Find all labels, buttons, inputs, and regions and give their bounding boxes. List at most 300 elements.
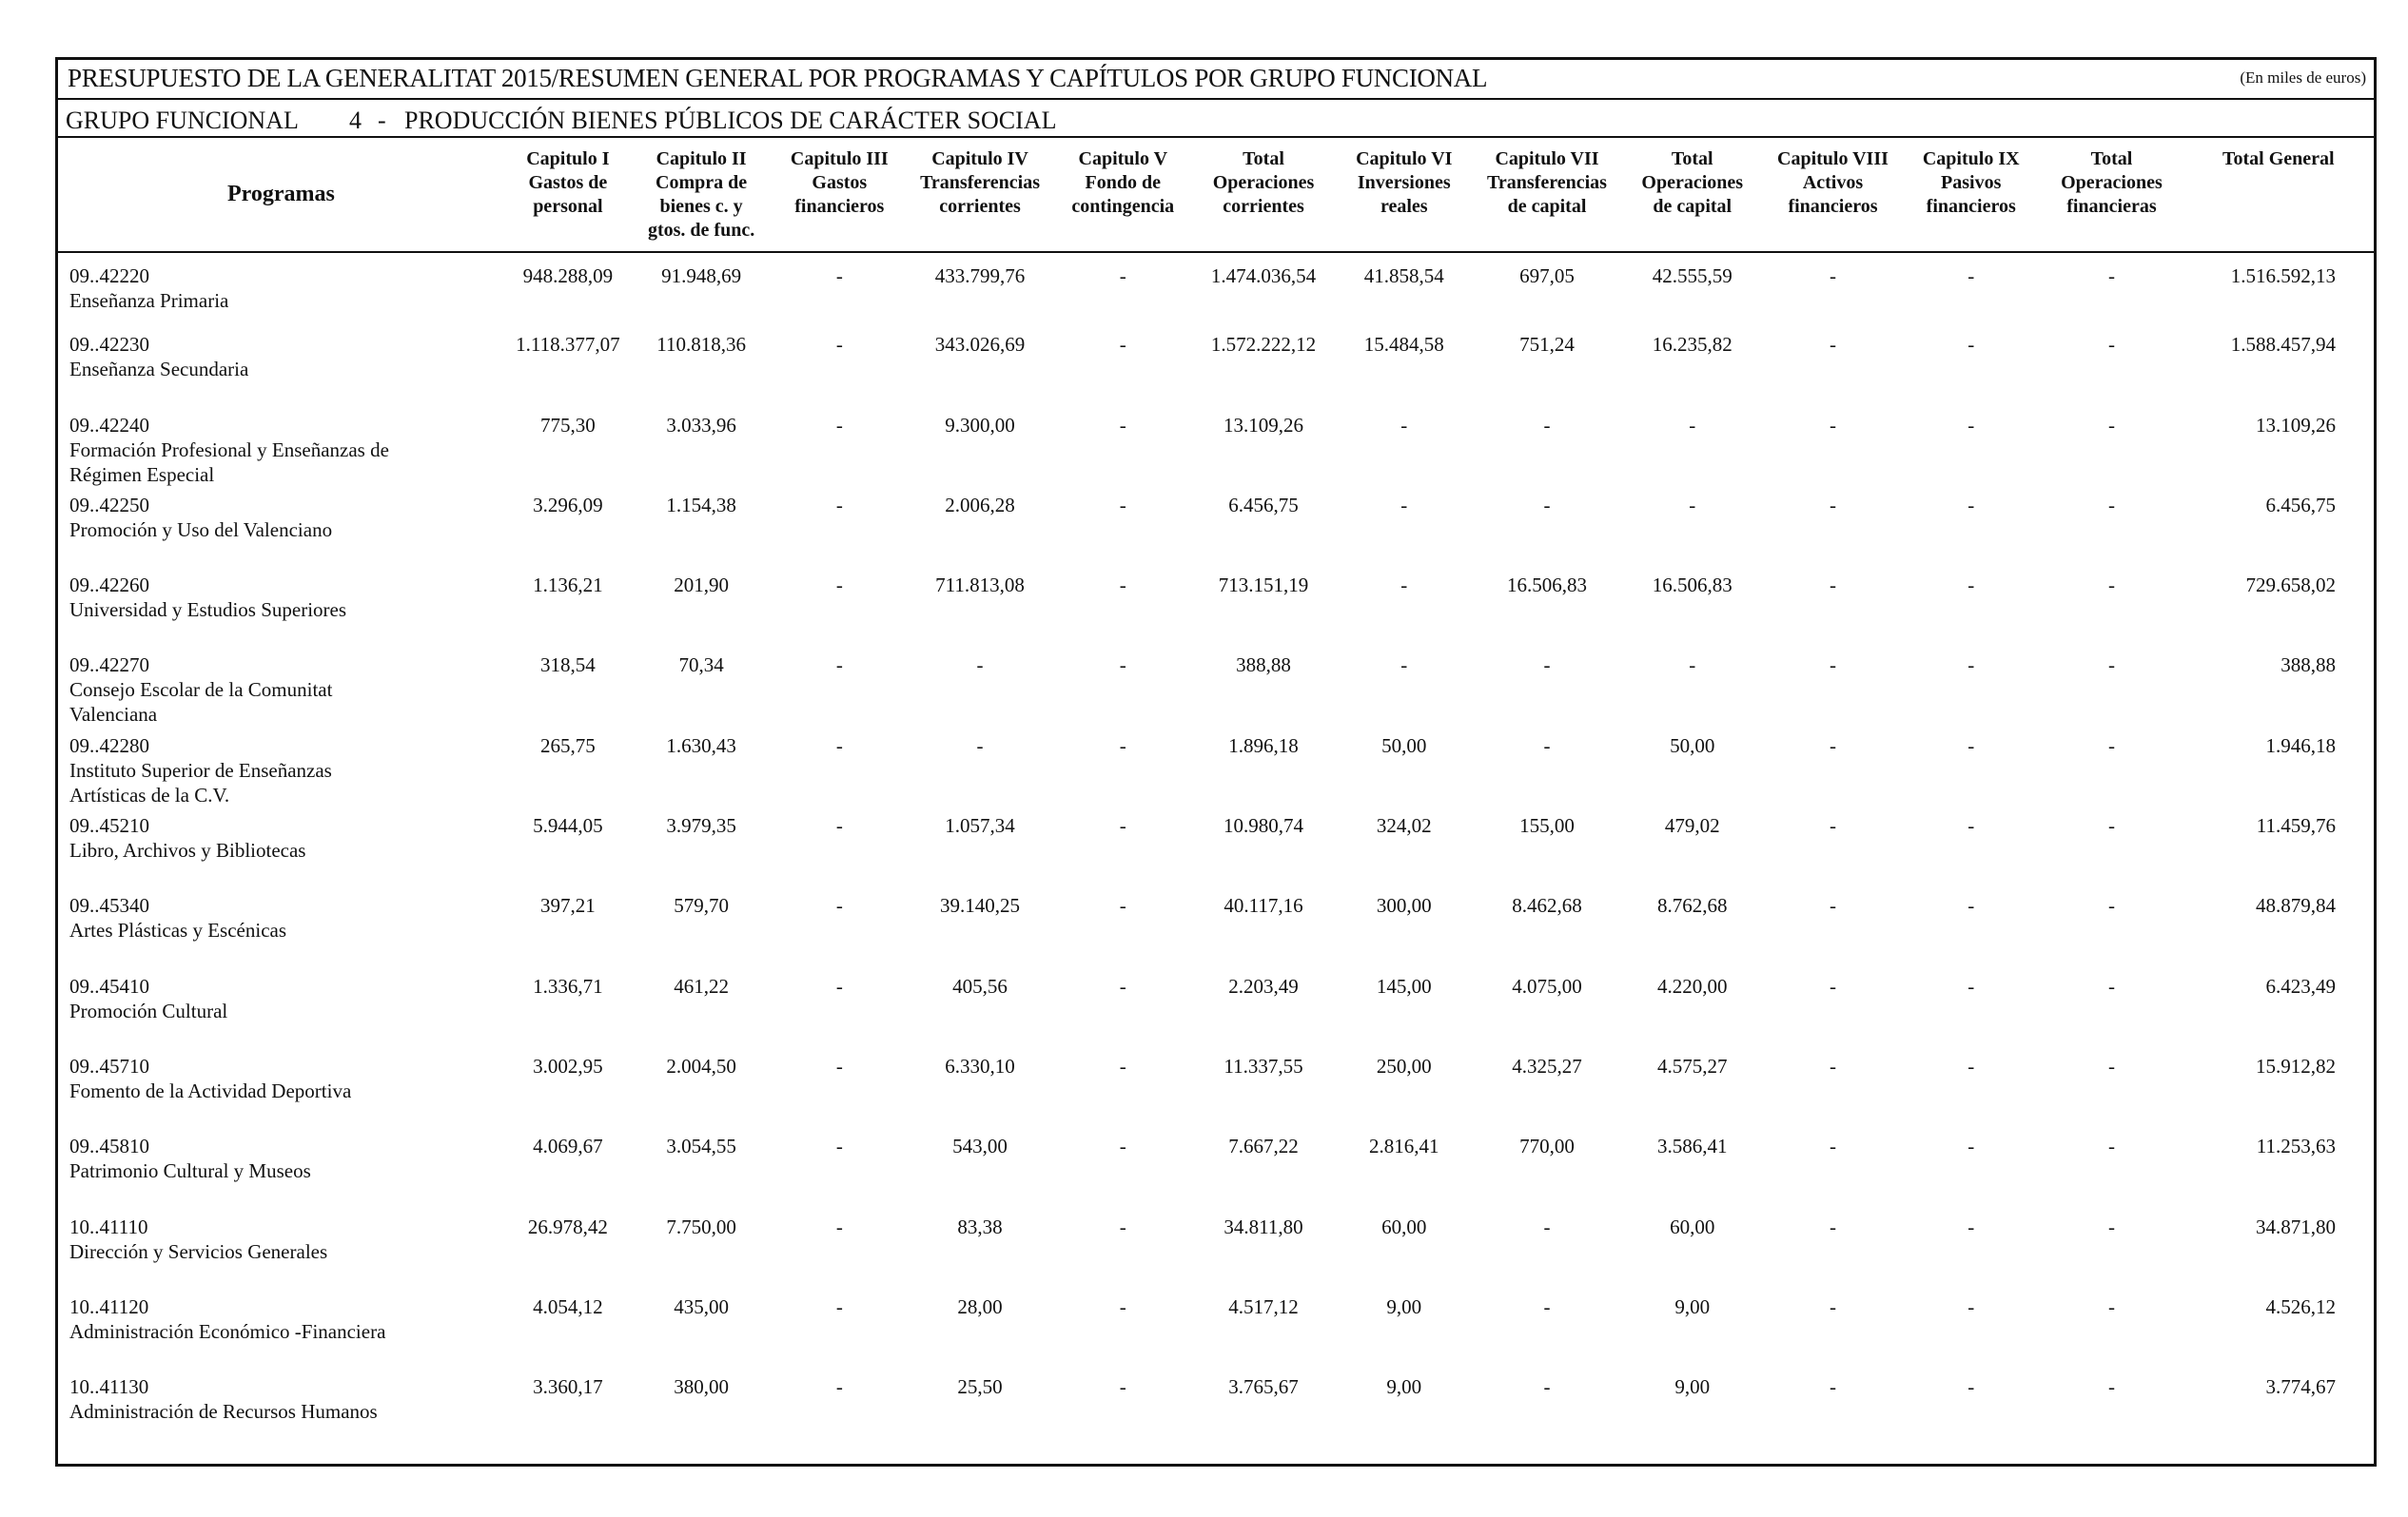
value-cell-cap4: -: [976, 653, 984, 677]
value-cell-cap7: 4.325,27: [1512, 1054, 1582, 1078]
value-cell-cap1: 26.978,42: [527, 1215, 608, 1238]
column-header-programas: [58, 138, 506, 252]
program-cell: [58, 252, 506, 332]
column-header-line: personal: [533, 196, 603, 217]
value-cell-cap1: 775,30: [539, 413, 596, 437]
program-name: Dirección y Servicios Generales: [69, 1239, 328, 1263]
value-cell-cap3: -: [835, 333, 843, 357]
value-cell-cap1: 1.336,71: [533, 974, 603, 998]
value-cell-cap8: -: [1829, 974, 1836, 998]
value-cell-cap3: -: [835, 493, 843, 516]
value-cell-total_fin: -: [2107, 733, 2115, 757]
column-header-line: Operaciones: [1212, 172, 1315, 193]
column-header-line: Total: [2090, 148, 2133, 169]
column-header-line: financieros: [794, 196, 885, 217]
program-code: 09..42250: [69, 493, 149, 516]
value-cell-cap7: 751,24: [1519, 333, 1575, 357]
table-row: [58, 813, 2374, 893]
value-cell-total_general: 1.946,18: [2265, 733, 2336, 757]
program-name: Enseñanza Secundaria: [69, 358, 249, 381]
value-cell-cap5: -: [1119, 1294, 1126, 1318]
value-cell-cap3: -: [835, 894, 843, 918]
program-name: Formación Profesional y Enseñanzas de Régimen Especial: [69, 438, 389, 486]
value-cell-total_corr: 713.151,19: [1218, 574, 1309, 597]
value-cell-cap8: -: [1829, 814, 1836, 838]
program-cell: [58, 493, 506, 573]
value-cell-total_fin: -: [2107, 333, 2115, 357]
value-cell-cap4: 2.006,28: [945, 493, 1015, 516]
program-code: 09..42220: [69, 264, 149, 287]
column-header-line: financieras: [2066, 196, 2157, 217]
value-cell-cap1: 5.944,05: [533, 814, 603, 838]
column-header-total_corr: [1192, 138, 1335, 252]
value-cell-cap1: 3.296,09: [533, 493, 603, 516]
value-cell-total_corr: 1.896,18: [1228, 733, 1299, 757]
table-row: [58, 1374, 2374, 1454]
column-header-line: Operaciones: [2061, 172, 2163, 193]
program-code: 09..45810: [69, 1135, 149, 1158]
value-cell-cap2: 3.054,55: [666, 1135, 736, 1158]
column-header-line: Operaciones: [1641, 172, 1744, 193]
value-cell-cap3: -: [835, 974, 843, 998]
value-cell-cap1: 4.054,12: [533, 1294, 603, 1318]
budget-table: [58, 138, 2374, 1454]
value-cell-total_fin: -: [2107, 1375, 2115, 1399]
column-header-line: Gastos de: [528, 172, 608, 193]
value-cell-total_cap: 4.575,27: [1656, 1054, 1728, 1078]
value-cell-cap7: 697,05: [1519, 264, 1575, 287]
column-header-cap7: [1473, 138, 1620, 252]
value-cell-total_general: 34.871,80: [2256, 1215, 2336, 1238]
column-header-cap3: [773, 138, 906, 252]
value-cell-cap3: -: [835, 1294, 843, 1318]
value-cell-cap8: -: [1829, 264, 1836, 287]
program-name: Patrimonio Cultural y Museos: [69, 1159, 311, 1183]
value-cell-cap1: 1.136,21: [533, 574, 603, 597]
value-cell-cap8: -: [1829, 1294, 1836, 1318]
column-header-total_cap: [1621, 138, 1764, 252]
value-cell-total_cap: 9,00: [1674, 1375, 1711, 1399]
value-cell-cap4: 405,56: [952, 974, 1008, 998]
table-row: [58, 413, 2374, 493]
value-cell-cap2: 7.750,00: [666, 1215, 736, 1238]
functional-group-bar: [58, 100, 2374, 138]
table-row: [58, 1215, 2374, 1294]
value-cell-cap5: -: [1119, 574, 1126, 597]
column-header-line: corrientes: [1223, 196, 1304, 217]
value-cell-total_fin: -: [2107, 1294, 2115, 1318]
value-cell-total_general: 48.879,84: [2256, 894, 2336, 918]
value-cell-cap8: -: [1829, 1054, 1836, 1078]
program-code: 09..45710: [69, 1054, 149, 1078]
program-name: Universidad y Estudios Superiores: [69, 598, 347, 622]
program-name: Promoción y Uso del Valenciano: [69, 517, 333, 541]
column-header-line: financieros: [1788, 196, 1878, 217]
value-cell-cap4: 9.300,00: [945, 413, 1015, 437]
value-cell-cap8: -: [1829, 333, 1836, 357]
value-cell-total_cap: 3.586,41: [1656, 1135, 1728, 1158]
column-header-line: Transferencias: [920, 172, 1040, 193]
value-cell-cap9: -: [1968, 1375, 1975, 1399]
value-cell-total_general: 11.253,63: [2256, 1135, 2336, 1158]
value-cell-total_corr: 1.572.222,12: [1210, 333, 1317, 357]
value-cell-total_corr: 1.474.036,54: [1210, 264, 1317, 287]
value-cell-cap7: -: [1543, 653, 1551, 677]
value-cell-cap8: -: [1829, 1135, 1836, 1158]
value-cell-cap4: 25,50: [957, 1375, 1003, 1399]
program-name: Administración Económico -Financiera: [69, 1319, 386, 1343]
value-cell-cap1: 3.360,17: [533, 1375, 603, 1399]
column-header-cap5: [1054, 138, 1192, 252]
column-header-line: Capitulo IX: [1922, 148, 2020, 169]
program-name: Fomento de la Actividad Deportiva: [69, 1079, 352, 1102]
value-cell-cap4: 433.799,76: [934, 264, 1026, 287]
column-header-line: Fondo de: [1085, 172, 1162, 193]
value-cell-cap9: -: [1968, 814, 1975, 838]
value-cell-cap2: 91.948,69: [661, 264, 742, 287]
value-cell-total_general: 15.912,82: [2256, 1054, 2336, 1078]
value-cell-total_general: 729.658,02: [2245, 574, 2336, 597]
group-separator: -: [378, 107, 386, 134]
value-cell-cap3: -: [835, 264, 843, 287]
value-cell-cap9: -: [1968, 493, 1975, 516]
value-cell-cap1: 318,54: [539, 653, 596, 677]
value-cell-cap8: -: [1829, 1375, 1836, 1399]
value-cell-cap7: 16.506,83: [1507, 574, 1587, 597]
column-header-line: Capitulo VI: [1356, 148, 1453, 169]
value-cell-cap6: 250,00: [1376, 1054, 1432, 1078]
value-cell-total_cap: 50,00: [1670, 733, 1715, 757]
value-cell-cap9: -: [1968, 333, 1975, 357]
table-header-row: [58, 138, 2374, 252]
table-row: [58, 974, 2374, 1054]
value-cell-total_corr: 3.765,67: [1228, 1375, 1299, 1399]
value-cell-total_corr: 40.117,16: [1224, 894, 1303, 918]
program-code: 10..41130: [69, 1375, 149, 1399]
column-header-line: Inversiones: [1357, 172, 1451, 193]
value-cell-cap7: -: [1543, 733, 1551, 757]
value-cell-cap2: 380,00: [674, 1375, 729, 1399]
value-cell-cap9: -: [1968, 653, 1975, 677]
column-header-line: Pasivos: [1941, 172, 2002, 193]
value-cell-total_cap: 9,00: [1674, 1294, 1711, 1318]
value-cell-cap7: -: [1543, 1215, 1551, 1238]
value-cell-cap7: 155,00: [1519, 814, 1575, 838]
value-cell-cap1: 397,21: [539, 894, 596, 918]
value-cell-cap5: -: [1119, 264, 1126, 287]
value-cell-total_cap: 60,00: [1670, 1215, 1715, 1238]
value-cell-cap2: 3.979,35: [666, 814, 736, 838]
value-cell-cap5: -: [1119, 894, 1126, 918]
value-cell-cap6: 15.484,58: [1363, 333, 1444, 357]
table-row: [58, 1294, 2374, 1374]
value-cell-cap4: -: [976, 733, 984, 757]
value-cell-total_fin: -: [2107, 814, 2115, 838]
value-cell-cap6: -: [1400, 493, 1408, 516]
value-cell-cap3: -: [835, 733, 843, 757]
value-cell-total_cap: 42.555,59: [1652, 264, 1733, 287]
value-cell-cap2: 1.630,43: [666, 733, 736, 757]
column-header-total_fin: [2040, 138, 2183, 252]
value-cell-cap6: 2.816,41: [1369, 1135, 1439, 1158]
document-title: PRESUPUESTO DE LA GENERALITAT 2015/RESUMEN GENERAL POR PROGRAMAS Y CAPÍTULOS POR GRUPO FUNCIONAL: [68, 64, 1488, 92]
column-header-line: Capitulo I: [526, 148, 610, 169]
value-cell-cap2: 2.004,50: [666, 1054, 736, 1078]
value-cell-cap4: 343.026,69: [934, 333, 1026, 357]
value-cell-cap5: -: [1119, 814, 1126, 838]
program-name: Enseñanza Primaria: [69, 289, 229, 312]
column-header-line: de capital: [1507, 196, 1587, 217]
budget-document: [55, 57, 2377, 1467]
value-cell-cap6: 9,00: [1386, 1375, 1422, 1399]
program-code: 09..42260: [69, 574, 149, 597]
value-cell-cap5: -: [1119, 733, 1126, 757]
program-name: Administración de Recursos Humanos: [69, 1400, 378, 1424]
program-code: 09..45340: [69, 894, 149, 918]
value-cell-total_cap: 16.506,83: [1652, 574, 1733, 597]
value-cell-cap6: 145,00: [1376, 974, 1432, 998]
value-cell-cap9: -: [1968, 413, 1975, 437]
value-cell-total_corr: 34.811,80: [1224, 1215, 1303, 1238]
value-cell-cap9: -: [1968, 733, 1975, 757]
program-cell: [58, 1294, 506, 1374]
program-cell: [58, 1215, 506, 1294]
column-header-cap4: [906, 138, 1053, 252]
value-cell-total_general: 4.526,12: [2265, 1294, 2336, 1318]
column-header-line: Capitulo II: [656, 148, 747, 169]
value-cell-cap5: -: [1119, 1215, 1126, 1238]
column-header-line: financieros: [1926, 196, 2016, 217]
program-name: Instituto Superior de Enseñanzas Artísticas de la C.V.: [69, 758, 332, 807]
title-bar: [58, 60, 2374, 100]
table-row: [58, 493, 2374, 573]
value-cell-cap5: -: [1119, 493, 1126, 516]
value-cell-cap8: -: [1829, 574, 1836, 597]
table-row: [58, 573, 2374, 652]
program-cell: [58, 1054, 506, 1134]
value-cell-cap1: 265,75: [539, 733, 596, 757]
units-note: (En miles de euros): [2240, 68, 2366, 87]
program-cell: [58, 733, 506, 813]
column-header-line: bienes c. y: [659, 196, 743, 217]
value-cell-cap5: -: [1119, 653, 1126, 677]
value-cell-total_fin: -: [2107, 574, 2115, 597]
group-name: PRODUCCIÓN BIENES PÚBLICOS DE CARÁCTER SOCIAL: [404, 107, 1057, 134]
value-cell-total_fin: -: [2107, 413, 2115, 437]
value-cell-cap5: -: [1119, 1054, 1126, 1078]
value-cell-cap7: -: [1543, 1294, 1551, 1318]
value-cell-total_cap: -: [1689, 493, 1696, 516]
value-cell-total_corr: 6.456,75: [1228, 493, 1299, 516]
value-cell-cap9: -: [1968, 1054, 1975, 1078]
value-cell-cap9: -: [1968, 1215, 1975, 1238]
column-header-line: Capitulo V: [1078, 148, 1168, 169]
value-cell-total_corr: 2.203,49: [1228, 974, 1299, 998]
program-name: Promoción Cultural: [69, 999, 228, 1022]
value-cell-cap3: -: [835, 1054, 843, 1078]
program-code: 09..45210: [69, 814, 149, 838]
value-cell-total_cap: 479,02: [1664, 814, 1720, 838]
program-cell: [58, 573, 506, 652]
value-cell-cap4: 39.140,25: [940, 894, 1021, 918]
table-row: [58, 1134, 2374, 1214]
program-code: 09..42270: [69, 653, 149, 677]
program-code: 10..41120: [69, 1294, 149, 1318]
value-cell-cap7: -: [1543, 1375, 1551, 1399]
program-cell: [58, 332, 506, 412]
value-cell-cap8: -: [1829, 1215, 1836, 1238]
value-cell-total_fin: -: [2107, 264, 2115, 287]
value-cell-cap4: 543,00: [952, 1135, 1008, 1158]
column-header-line: Total General: [2222, 148, 2335, 169]
value-cell-cap2: 3.033,96: [666, 413, 736, 437]
value-cell-cap6: 50,00: [1381, 733, 1427, 757]
group-number: 4: [349, 107, 362, 134]
column-header-line: Capitulo IV: [931, 148, 1028, 169]
value-cell-total_general: 6.423,49: [2265, 974, 2336, 998]
value-cell-cap9: -: [1968, 974, 1975, 998]
value-cell-cap1: 3.002,95: [533, 1054, 603, 1078]
program-code: 09..45410: [69, 974, 149, 998]
value-cell-total_corr: 388,88: [1236, 653, 1291, 677]
value-cell-cap5: -: [1119, 333, 1126, 357]
value-cell-cap6: 41.858,54: [1363, 264, 1444, 287]
value-cell-cap6: 324,02: [1376, 814, 1432, 838]
value-cell-cap3: -: [835, 1135, 843, 1158]
program-cell: [58, 1134, 506, 1214]
value-cell-cap3: -: [835, 653, 843, 677]
program-name: Consejo Escolar de la Comunitat Valenciana: [69, 678, 333, 727]
value-cell-cap2: 435,00: [674, 1294, 729, 1318]
value-cell-cap6: 9,00: [1386, 1294, 1422, 1318]
value-cell-total_corr: 11.337,55: [1224, 1054, 1303, 1078]
column-header-line: Capitulo VII: [1495, 148, 1599, 169]
column-header-line: gtos. de func.: [647, 220, 755, 241]
column-header-line: contingencia: [1071, 196, 1175, 217]
value-cell-cap9: -: [1968, 1294, 1975, 1318]
value-cell-total_cap: -: [1689, 653, 1696, 677]
value-cell-cap6: 300,00: [1376, 894, 1432, 918]
column-header-line: Total: [1671, 148, 1713, 169]
table-body: [58, 252, 2374, 1454]
value-cell-cap5: -: [1119, 413, 1126, 437]
table-row: [58, 733, 2374, 813]
value-cell-cap3: -: [835, 814, 843, 838]
value-cell-cap5: -: [1119, 974, 1126, 998]
value-cell-cap4: 83,38: [957, 1215, 1003, 1238]
column-header-cap6: [1335, 138, 1473, 252]
column-header-cap8: [1764, 138, 1902, 252]
value-cell-cap6: -: [1400, 574, 1408, 597]
value-cell-cap6: -: [1400, 653, 1408, 677]
value-cell-cap2: 1.154,38: [666, 493, 736, 516]
column-header-line: Total: [1243, 148, 1284, 169]
value-cell-total_corr: 13.109,26: [1224, 413, 1304, 437]
table-row: [58, 893, 2374, 973]
value-cell-cap6: 60,00: [1381, 1215, 1427, 1238]
value-cell-total_fin: -: [2107, 974, 2115, 998]
column-header-cap1: [506, 138, 630, 252]
program-cell: [58, 893, 506, 973]
column-header-line: Programas: [226, 182, 335, 206]
value-cell-cap7: -: [1543, 493, 1551, 516]
column-header-line: Capitulo III: [790, 148, 889, 169]
column-header-line: de capital: [1653, 196, 1733, 217]
value-cell-cap9: -: [1968, 1135, 1975, 1158]
value-cell-total_corr: 10.980,74: [1224, 814, 1304, 838]
program-cell: [58, 652, 506, 732]
value-cell-cap7: 8.462,68: [1512, 894, 1582, 918]
program-code: 09..42240: [69, 413, 149, 437]
value-cell-cap2: 579,70: [674, 894, 729, 918]
program-code: 10..41110: [69, 1215, 148, 1238]
value-cell-cap7: 4.075,00: [1512, 974, 1582, 998]
value-cell-cap3: -: [835, 1215, 843, 1238]
value-cell-total_fin: -: [2107, 1054, 2115, 1078]
column-header-line: Capitulo VIII: [1777, 148, 1889, 169]
value-cell-total_cap: 16.235,82: [1652, 333, 1733, 357]
value-cell-total_corr: 7.667,22: [1228, 1135, 1299, 1158]
value-cell-cap3: -: [835, 413, 843, 437]
program-code: 09..42280: [69, 733, 149, 757]
value-cell-cap5: -: [1119, 1135, 1126, 1158]
value-cell-total_fin: -: [2107, 894, 2115, 918]
value-cell-cap3: -: [835, 1375, 843, 1399]
value-cell-total_fin: -: [2107, 653, 2115, 677]
value-cell-total_general: 13.109,26: [2256, 413, 2336, 437]
value-cell-cap1: 4.069,67: [533, 1135, 603, 1158]
value-cell-cap1: 1.118.377,07: [516, 333, 620, 357]
value-cell-cap9: -: [1968, 894, 1975, 918]
value-cell-total_general: 1.516.592,13: [2230, 264, 2336, 287]
table-row: [58, 332, 2374, 412]
table-row: [58, 652, 2374, 732]
value-cell-cap5: -: [1119, 1375, 1126, 1399]
value-cell-cap8: -: [1829, 894, 1836, 918]
value-cell-cap2: 461,22: [674, 974, 729, 998]
value-cell-cap8: -: [1829, 733, 1836, 757]
value-cell-cap2: 201,90: [674, 574, 729, 597]
group-label: GRUPO FUNCIONAL: [66, 107, 299, 134]
value-cell-cap7: -: [1543, 413, 1551, 437]
value-cell-total_fin: -: [2107, 1215, 2115, 1238]
table-row: [58, 252, 2374, 332]
column-header-cap9: [1902, 138, 2040, 252]
value-cell-total_general: 6.456,75: [2265, 493, 2336, 516]
value-cell-cap9: -: [1968, 264, 1975, 287]
program-code: 09..42230: [69, 333, 149, 357]
value-cell-total_general: 1.588.457,94: [2230, 333, 2336, 357]
program-cell: [58, 1374, 506, 1454]
value-cell-total_general: 388,88: [2281, 653, 2336, 677]
value-cell-cap4: 711.813,08: [935, 574, 1025, 597]
value-cell-total_cap: 8.762,68: [1656, 894, 1728, 918]
value-cell-total_cap: -: [1689, 413, 1696, 437]
column-header-line: Gastos: [812, 172, 868, 193]
value-cell-cap4: 1.057,34: [945, 814, 1015, 838]
program-cell: [58, 974, 506, 1054]
value-cell-cap6: -: [1400, 413, 1408, 437]
value-cell-cap8: -: [1829, 653, 1836, 677]
table-row: [58, 1054, 2374, 1134]
column-header-cap2: [630, 138, 773, 252]
value-cell-total_fin: -: [2107, 493, 2115, 516]
value-cell-cap7: 770,00: [1519, 1135, 1575, 1158]
value-cell-cap2: 70,34: [678, 653, 724, 677]
column-header-line: corrientes: [939, 196, 1021, 217]
value-cell-cap2: 110.818,36: [656, 333, 746, 357]
value-cell-cap8: -: [1829, 493, 1836, 516]
